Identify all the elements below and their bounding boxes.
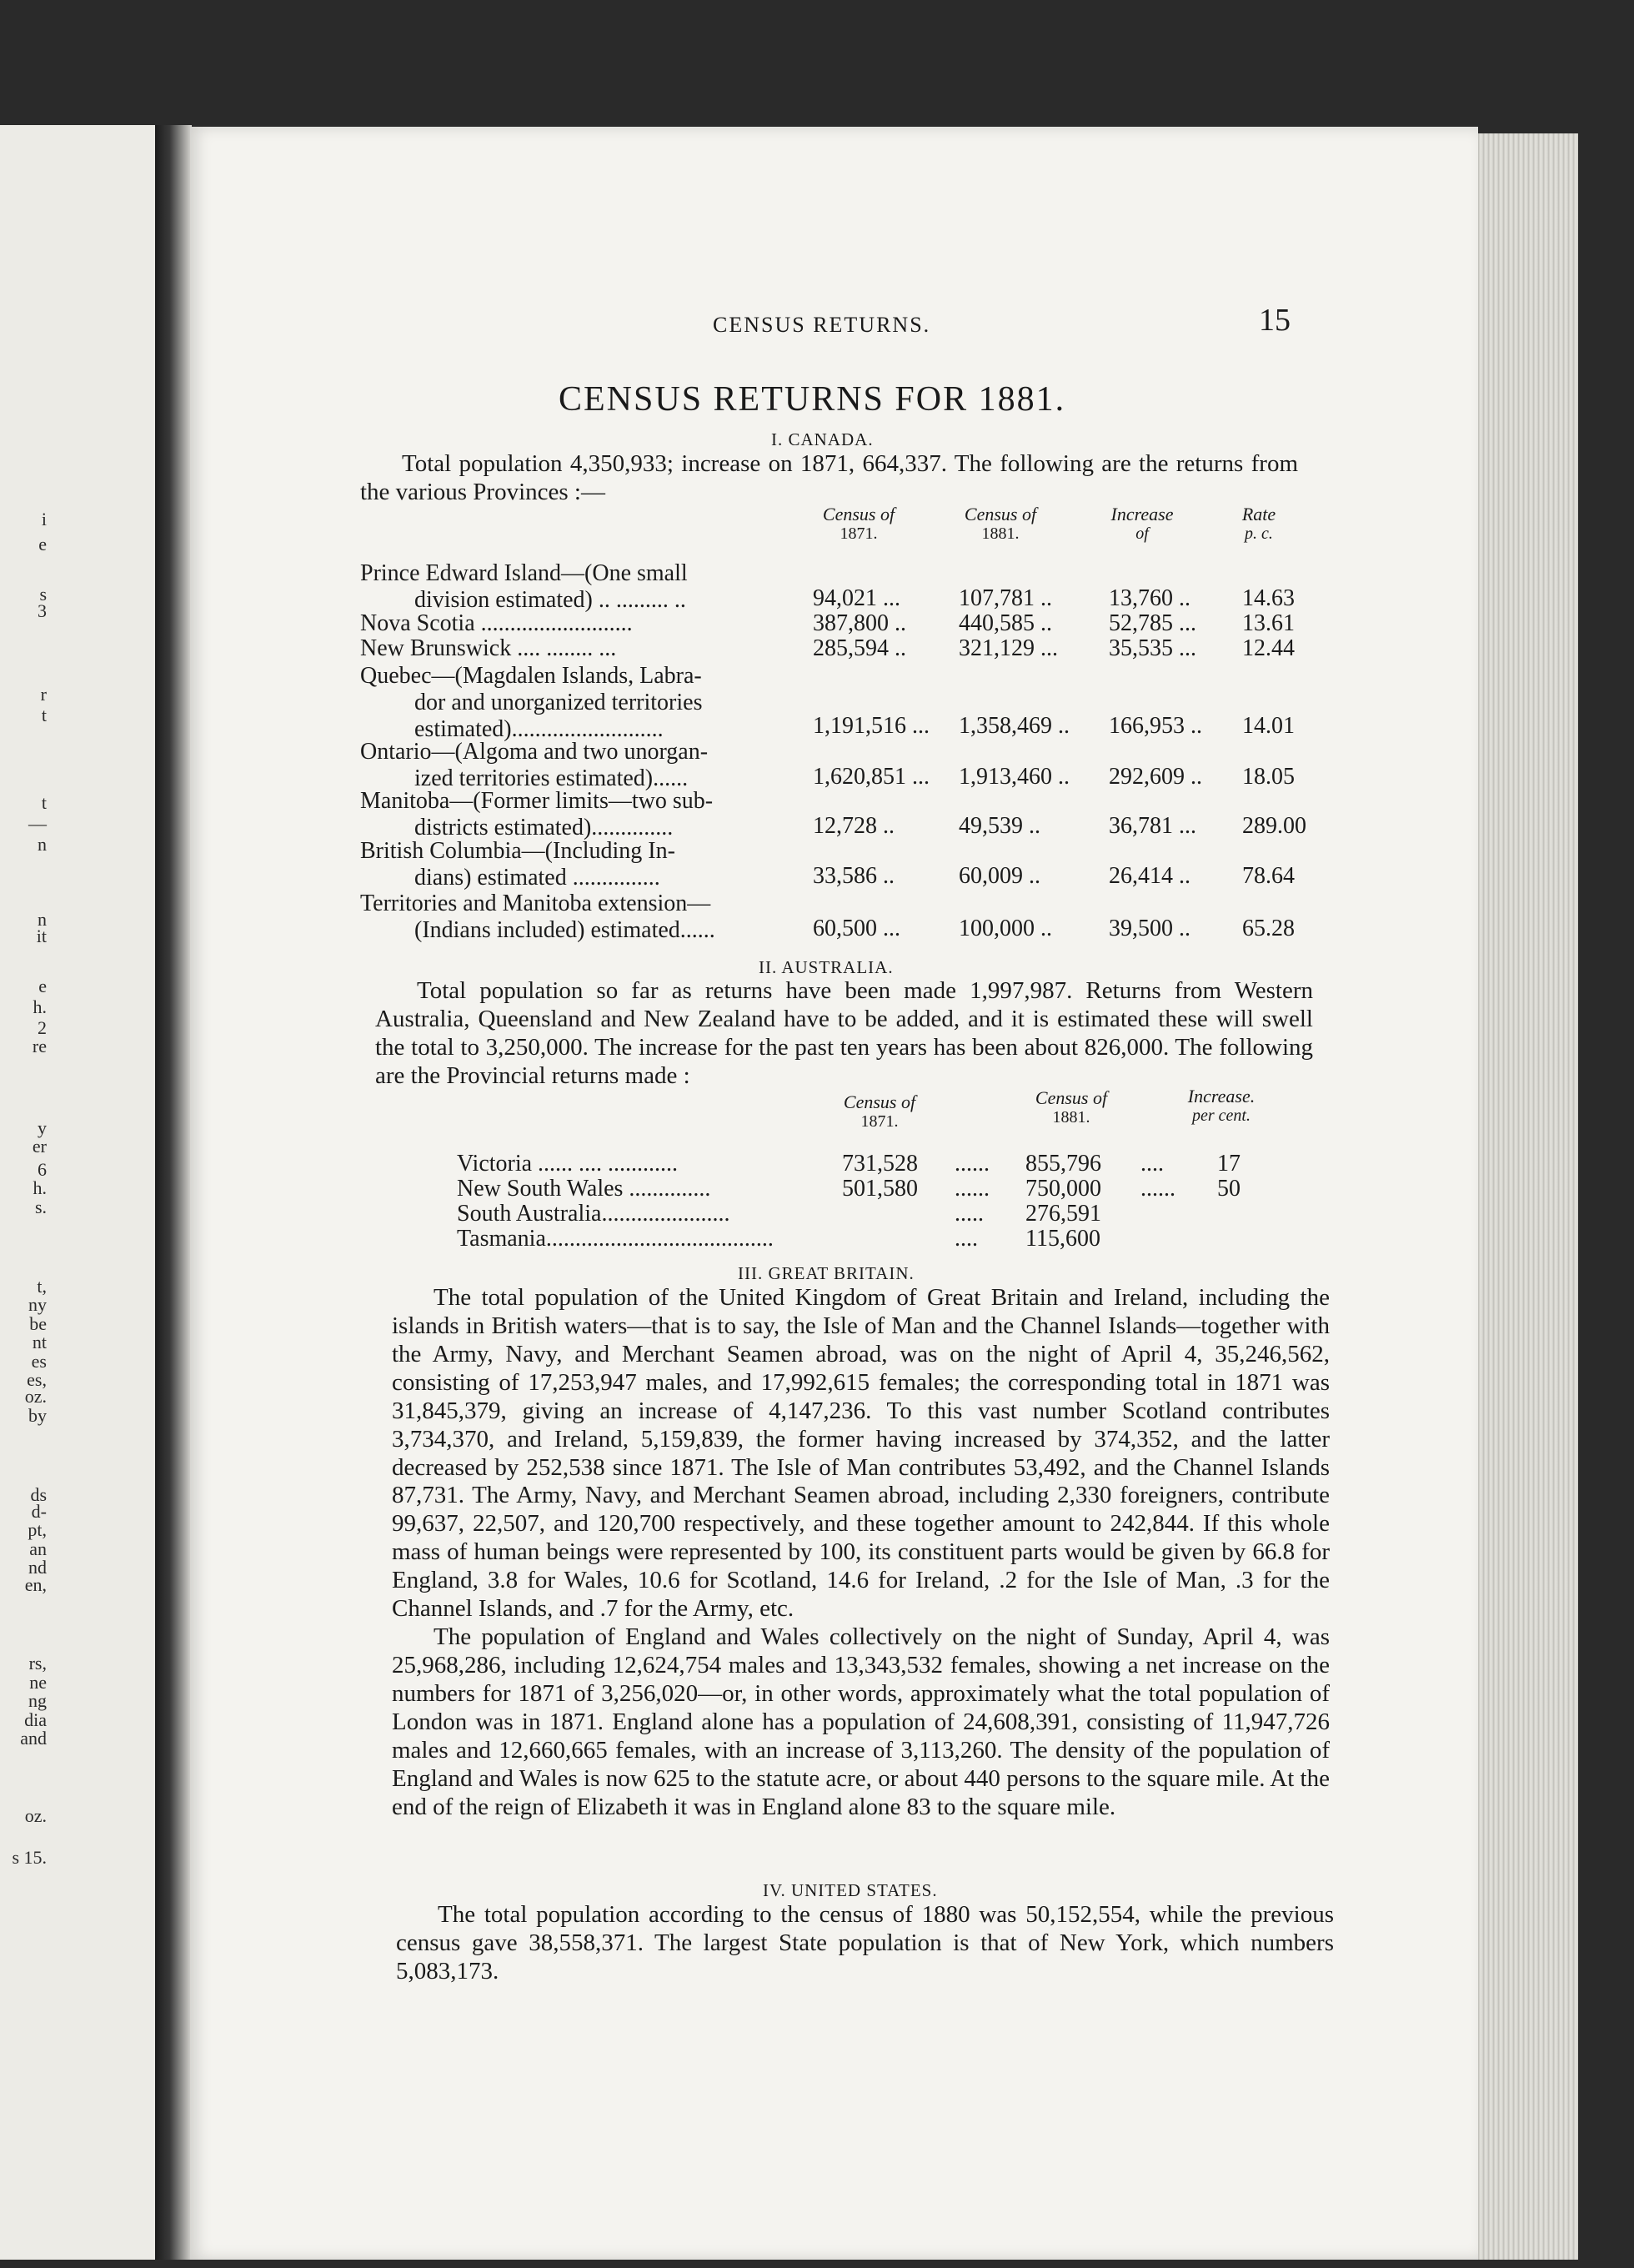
province-line: New Brunswick .... ........ ... <box>360 635 617 661</box>
col-sub: 1871. <box>860 1112 899 1131</box>
section-heading-united-states: IV. UNITED STATES. <box>763 1880 938 1900</box>
page-edges <box>1478 133 1578 2260</box>
col-label: Census of <box>843 1091 916 1112</box>
facing-page-fragment: es, <box>27 1369 47 1390</box>
facing-page-fragment: oz. <box>24 1386 47 1407</box>
province-line: Quebec—(Magdalen Islands, Labra- <box>360 663 702 689</box>
aus-leader: .... <box>955 1226 978 1252</box>
section-heading-australia: II. AUSTRALIA. <box>759 957 894 977</box>
canada-cell-rate: 12.44 <box>1242 635 1295 661</box>
canada-cell-c1871: 387,800 .. <box>813 610 906 636</box>
page-title: CENSUS RETURNS FOR 1881. <box>559 380 1066 419</box>
col-label: Increase. <box>1187 1086 1256 1106</box>
facing-page-fragment: — <box>28 813 47 834</box>
canada-cell-c1881: 49,539 .. <box>959 813 1040 839</box>
canada-col-1871 <box>800 504 917 543</box>
col-label: Increase <box>1110 504 1174 524</box>
facing-page-fragment: i <box>41 509 47 529</box>
canada-intro-text: Total population 4,350,933; increase on 1871, 664,337. The following are the returns from the various Provinces :— <box>360 450 1298 505</box>
province-line: Manitoba—(Former limits—two sub- <box>360 788 714 814</box>
canada-cell-c1881: 321,129 ... <box>959 635 1058 661</box>
canada-cell-rate: 78.64 <box>1242 863 1295 889</box>
canada-cell-inc: 52,785 ... <box>1109 610 1196 636</box>
canada-cell-c1871: 94,021 ... <box>813 585 900 611</box>
facing-page-fragment: t, <box>37 1276 47 1297</box>
facing-page-fragment: and <box>20 1728 47 1749</box>
province-name <box>360 788 794 841</box>
facing-page-fragment: en, <box>24 1574 47 1595</box>
canada-cell-rate: 14.63 <box>1242 585 1295 611</box>
australia-intro <box>375 977 1313 1091</box>
australia-intro-text: Total population so far as returns have been made 1,997,987. Returns from Western Australia, Queensland and New Zealand have to be added, and it is estimated these will swell the total to 3,250,000. The increase for the past ten years has been about 826,000. The following are the Provincial returns made : <box>375 977 1313 1089</box>
facing-page-fragment: ng <box>28 1690 47 1711</box>
province-line: ized territories estimated)...... <box>414 765 689 792</box>
col-sub: 1881. <box>1052 1108 1090 1127</box>
book-gutter <box>155 125 192 2260</box>
aus-leader: ..... <box>955 1201 984 1227</box>
province-name <box>360 739 794 792</box>
facing-page-fragment: 2 <box>38 1017 47 1038</box>
facing-page-fragment: it <box>36 926 47 946</box>
facing-page-fragment: be <box>29 1313 47 1334</box>
facing-page-fragment: es <box>31 1351 47 1372</box>
canada-cell-c1871: 1,191,516 ... <box>813 713 930 739</box>
facing-page-fragment: dia <box>24 1709 47 1730</box>
aus-province-name: Victoria ...... .... ............ <box>457 1151 679 1177</box>
aus-province-name: South Australia...................... <box>457 1201 730 1227</box>
province-line: Nova Scotia .......................... <box>360 610 633 636</box>
province-line: Territories and Manitoba extension— <box>360 891 711 916</box>
page-number: 15 <box>1259 303 1291 338</box>
facing-page-fragment: er <box>32 1136 47 1157</box>
great-britain-paragraph-1: The total population of the United Kingdom of Great Britain and Ireland, including the islands in British waters—that is to say, the Isle of Man and the Channel Islands—together with the Army, Navy, and Merchant Seamen abroad, was on the night of April 4, 35,246,562, consisting of 17,253,947 males, and 17,992,615 females; the corresponding total in 1871 was 31,845,379, giving an increase of 4,147,236. To this vast number Scotland contributes 3,734,370, and Ireland, 5,159,839, the former having increased by 374,352, and the latter decreased by 252,538 since 1871. The Isle of Man contributes 53,492, and the Channel Islands 87,731. The Army, Navy, and Merchant Seamen abroad, including 2,330 foreigners, contribute 99,637, 22,507, and 120,700 respectively, and these together amount to 242,844. If this whole mass of human beings were represented by 100, its constituent parts would be given by 66.8 for England, 3.8 for Wales, 10.6 for Scotland, 14.6 for Ireland, .2 for the Isle of Man, .3 for the Channel Islands, and .7 for the Army, etc. <box>392 1284 1330 1623</box>
facing-page-fragment: t <box>41 705 47 725</box>
facing-page-fragment: d- <box>31 1501 47 1522</box>
aus-cell-1881: 855,796 <box>1025 1151 1101 1177</box>
facing-page-fragment: h. <box>33 1177 47 1198</box>
canada-cell-rate: 289.00 <box>1242 813 1306 839</box>
facing-page-fragment: 6 <box>38 1159 47 1180</box>
province-line: British Columbia—(Including In- <box>360 838 675 864</box>
canada-cell-c1881: 60,009 .. <box>959 863 1040 889</box>
aus-leader: .... <box>1140 1151 1164 1177</box>
facing-page-fragment: n <box>38 834 47 855</box>
facing-page-fragment: h. <box>33 996 47 1017</box>
aus-cell-1871: 501,580 <box>842 1176 918 1202</box>
province-line: Ontario—(Algoma and two unorgan- <box>360 739 709 765</box>
facing-page-fragment: rs, <box>28 1653 47 1673</box>
canada-cell-c1881: 440,585 .. <box>959 610 1052 636</box>
canada-cell-c1881: 100,000 .. <box>959 916 1052 941</box>
col-sub: of <box>1135 524 1149 544</box>
province-line: (Indians included) estimated...... <box>414 917 715 944</box>
col-sub: 1871. <box>840 524 878 544</box>
facing-page-fragment: re <box>32 1036 47 1056</box>
aus-cell-1881: 276,591 <box>1025 1201 1101 1227</box>
running-head: CENSUS RETURNS. <box>713 313 931 337</box>
facing-page-fragment: by <box>28 1405 47 1426</box>
province-name <box>360 635 794 662</box>
canada-cell-inc: 36,781 ... <box>1109 813 1196 839</box>
aus-leader: ...... <box>955 1176 990 1202</box>
canada-cell-c1871: 1,620,851 ... <box>813 764 930 790</box>
province-line: division estimated) .. ......... .. <box>414 587 686 614</box>
canada-col-rate <box>1217 504 1301 543</box>
col-label: Census of <box>964 504 1037 524</box>
aus-cell-increase: 50 <box>1217 1176 1241 1202</box>
canada-cell-c1881: 1,913,460 .. <box>959 764 1070 790</box>
canada-cell-inc: 39,500 .. <box>1109 916 1190 941</box>
province-name <box>360 891 794 944</box>
facing-page-fragment: s 15. <box>12 1847 47 1868</box>
province-line: dians) estimated ............... <box>414 865 660 891</box>
province-line: estimated).......................... <box>414 716 664 743</box>
facing-page-fragment: t <box>41 792 47 813</box>
united-states-text <box>396 1901 1334 1986</box>
canada-col-increase <box>1088 504 1196 543</box>
facing-page-fragment: y <box>38 1117 47 1138</box>
facing-page-fragment: r <box>40 684 47 705</box>
canada-col-1881 <box>942 504 1059 543</box>
canada-cell-rate: 18.05 <box>1242 764 1295 790</box>
province-name <box>360 560 794 614</box>
province-line: Prince Edward Island—(One small <box>360 560 688 586</box>
canada-cell-rate: 13.61 <box>1242 610 1295 636</box>
facing-page-fragment: n <box>38 909 47 930</box>
col-sub: p. c. <box>1245 524 1273 544</box>
facing-page-fragment: e <box>38 976 47 996</box>
facing-page-fragment: ds <box>30 1484 47 1505</box>
australia-col-1881 <box>1013 1088 1130 1126</box>
aus-leader: ...... <box>1140 1176 1175 1202</box>
canada-cell-c1871: 60,500 ... <box>813 916 900 941</box>
canada-cell-inc: 13,760 .. <box>1109 585 1190 611</box>
great-britain-paragraph-2: The population of England and Wales collectively on the night of Sunday, April 4, was 25,968,286, including 12,624,754 males and 13,343,532 females, showing a net increase on the numbers for 1871 of 3,256,020—or, in other words, approximately what the total population of London was in 1871. England alone has a population of 24,608,391, consisting of 11,947,726 males and 12,660,665 females, with an increase of 3,113,260. The density of the population of England and Wales is now 625 to the statute acre, or about 440 persons to the square mile. At the end of the reign of Elizabeth it was in England alone 83 to the square mile. <box>392 1623 1330 1820</box>
canada-cell-c1881: 1,358,469 .. <box>959 713 1070 739</box>
facing-page-fragment: pt, <box>28 1519 47 1540</box>
canada-cell-rate: 65.28 <box>1242 916 1295 941</box>
facing-page-fragment: ny <box>28 1294 47 1315</box>
facing-page-fragment: an <box>29 1538 47 1559</box>
col-sub: per cent. <box>1192 1106 1251 1126</box>
facing-page-fragment: 3 <box>38 600 47 621</box>
aus-leader: ...... <box>955 1151 990 1177</box>
australia-col-increase <box>1167 1086 1276 1125</box>
aus-cell-1881: 115,600 <box>1025 1226 1100 1252</box>
canada-cell-inc: 292,609 .. <box>1109 764 1202 790</box>
facing-page-fragment: s. <box>34 1197 47 1217</box>
province-name <box>360 838 794 891</box>
united-states-paragraph: The total population according to the census of 1880 was 50,152,554, while the previous census gave 38,558,371. The largest State population is that of New York, which numbers 5,083,173. <box>396 1901 1334 1984</box>
canada-intro <box>360 450 1298 507</box>
province-line: districts estimated).............. <box>414 815 674 841</box>
canada-cell-c1871: 12,728 .. <box>813 813 895 839</box>
province-name <box>360 610 794 637</box>
facing-page <box>0 125 157 2260</box>
canada-cell-c1881: 107,781 .. <box>959 585 1052 611</box>
canada-cell-inc: 26,414 .. <box>1109 863 1190 889</box>
facing-page-text-fragments <box>0 125 50 2260</box>
canada-cell-inc: 166,953 .. <box>1109 713 1202 739</box>
facing-page-fragment: oz. <box>24 1805 47 1826</box>
canada-cell-c1871: 33,586 .. <box>813 863 895 889</box>
facing-page-fragment: e <box>38 534 47 554</box>
section-heading-great-britain: III. GREAT BRITAIN. <box>738 1263 915 1283</box>
aus-cell-1881: 750,000 <box>1025 1176 1101 1202</box>
aus-cell-1871: 731,528 <box>842 1151 918 1177</box>
col-label: Census of <box>822 504 895 524</box>
great-britain-text <box>392 1284 1330 1822</box>
facing-page-fragment: s <box>39 584 47 605</box>
col-label: Rate <box>1241 504 1276 524</box>
facing-page-fragment: nt <box>32 1332 47 1352</box>
col-sub: 1881. <box>981 524 1020 544</box>
australia-col-1871 <box>821 1092 938 1131</box>
canada-cell-inc: 35,535 ... <box>1109 635 1196 661</box>
aus-cell-increase: 17 <box>1217 1151 1241 1177</box>
col-label: Census of <box>1035 1087 1108 1108</box>
aus-province-name: New South Wales .............. <box>457 1176 711 1202</box>
aus-province-name: Tasmania....................................... <box>457 1226 774 1252</box>
canada-cell-c1871: 285,594 .. <box>813 635 906 661</box>
facing-page-fragment: nd <box>28 1557 47 1578</box>
canada-cell-rate: 14.01 <box>1242 713 1295 739</box>
section-heading-canada: I. CANADA. <box>771 429 874 449</box>
province-name <box>360 663 794 744</box>
facing-page-fragment: ne <box>29 1672 47 1693</box>
province-line: dor and unorganized territories <box>414 690 703 716</box>
